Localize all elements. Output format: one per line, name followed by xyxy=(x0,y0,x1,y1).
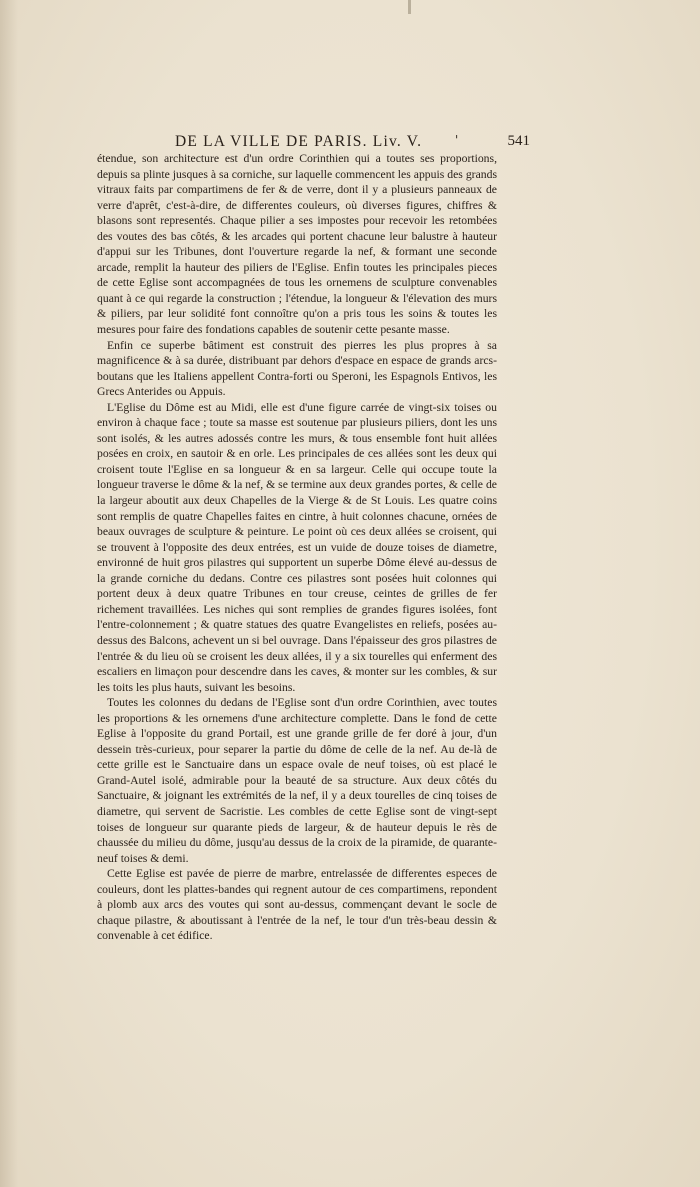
gutter-shadow xyxy=(0,0,18,1187)
paragraph: Toutes les colonnes du dedans de l'Eglise sont d'un ordre Corinthien, avec toutes les proportions & les ornemens d'une architecture complette. Dans le fond de cette Eglise à l'opposite du grand Portail, est une grande grille de fer doré à jour, d'un dessein très-curieux, pour separer la partie du dôme de celle de la nef. Au de-là de cette grille est le Sanctuaire dans un espace ovale de neuf toises, où est placé le Grand-Autel isolé, admirable pour la beauté de sa structure. Aux deux côtés du Sanctuaire, & joignant les extrémités de la nef, il y a deux tourelles de cinq toises de diametre, qui servent de Sacristie. Les combles de cette Eglise sont de vingt-sept toises de longueur sur quarante pieds de largeur, & de hauteur depuis le rès de chaussée du milieu du dôme, jusqu'au dessus de la croix de la piramide, de quarante-neuf toises & demi. xyxy=(97,696,497,865)
paragraph: Enfin ce superbe bâtiment est construit des pierres les plus propres à sa magnificence & à sa durée, distribuant par dehors d'espace en espace de grands arcs-boutans que les Italiens appellent Contra-forti ou Speroni, les Espagnols Entivos, les Grecs Anterides ou Appuis. xyxy=(97,338,497,399)
paragraph: étendue, son architecture est d'un ordre Corinthien qui a toutes ses proportions, depuis sa plinte jusques à sa corniche, sur laquelle commencent les appuis des grands vitraux faits par compartimens de fer & de verre, dont il y a plusieurs panneaux de verre d'aprêt, c'est-à-dire, de differentes couleurs, où diverses figures, chiffres & blasons sont representés. Chaque pilier a ses impostes pour recevoir les retombées des voutes des bas côtés, & les arcades qui portent chacune leur balustre à hauteur d'appui sur les Tribunes, dont l'ouverture regarde la nef, & formant une seconde arcade, remplit la hauteur des piliers de l'Eglise. Enfin toutes les principales pieces de cette Eglise sont accompagnées de tous les ornemens de sculpture convenables quant à ce qui regarde la construction ; l'étendue, la longueur & l'élevation des murs & piliers, par leur solidité font connoître qu'on a pris tous les soins & toutes les mesures pour faire des fondations capables de soutenir cette pesante masse. xyxy=(97,152,497,337)
body-text xyxy=(97,151,497,944)
paragraph: Cette Eglise est pavée de pierre de marbre, entrelassée de differentes especes de couleurs, dont les plattes-bandes qui regnent autour de ces compartimens, repondent à plomb aux arcs des voutes qui sont au-dessus, commençant devant le socle de chaque pilastre, & aboutissant à l'entrée de la nef, le tour d'un très-beau dessin & convenable à cet édifice. xyxy=(97,867,497,943)
running-head: DE LA VILLE DE PARIS. Liv. V. xyxy=(175,133,423,150)
binding-mark xyxy=(408,0,411,14)
page-number: 541 xyxy=(507,133,530,149)
paragraph: L'Eglise du Dôme est au Midi, elle est d'une figure carrée de vingt-six toises ou environ à chaque face ; toute sa masse est soutenue par plusieurs piliers, dont les uns sont isolés, & les autres adossés contre les murs, & tous ensemble font huit allées posées en croix, en sautoir & en orle. Les principales de ces allées sont les deux qui croisent toute l'Eglise en sa longueur & en sa largeur. Celle qui occupe toute la longueur traverse le dôme & la nef, & se termine aux deux grandes portes, & celle de la largeur aboutit aux deux Chapelles de la Vierge & de St Louis. Les quatre coins sont remplis de quatre Chapelles faites en cintre, à huit colonnes chacune, ornées de beaux ouvrages de sculpture & peinture. Le point où ces deux allées se croisent, qui se trouvent à l'opposite des deux entrées, est un vuide de douze toises de diametre, environné de huit gros pilastres qui supportent un superbe Dôme élevé au-dessus de la grande corniche du dedans. Contre ces pilastres sont posées huit colonnes qui portent deux à deux quatre Tribunes en tour creuse, ceintes de grilles de fer richement travaillées. Les niches qui sont remplies de grandes figures isolées, font l'entre-colonnement ; & quatre statues des quatre Evangelistes en reliefs, posées au-dessus des Balcons, achevent un si bel ouvrage. Dans l'épaisseur des gros pilastres de l'entrée & du lieu où se croisent les deux allées, il y a six tourelles qui enferment des escaliers en limaçon pour descendre dans les caves, & monter sur les combles, & sur les toits les plus hauts, suivant les besoins. xyxy=(97,400,497,694)
header-mark: ' xyxy=(455,133,459,147)
page-header xyxy=(175,133,530,151)
